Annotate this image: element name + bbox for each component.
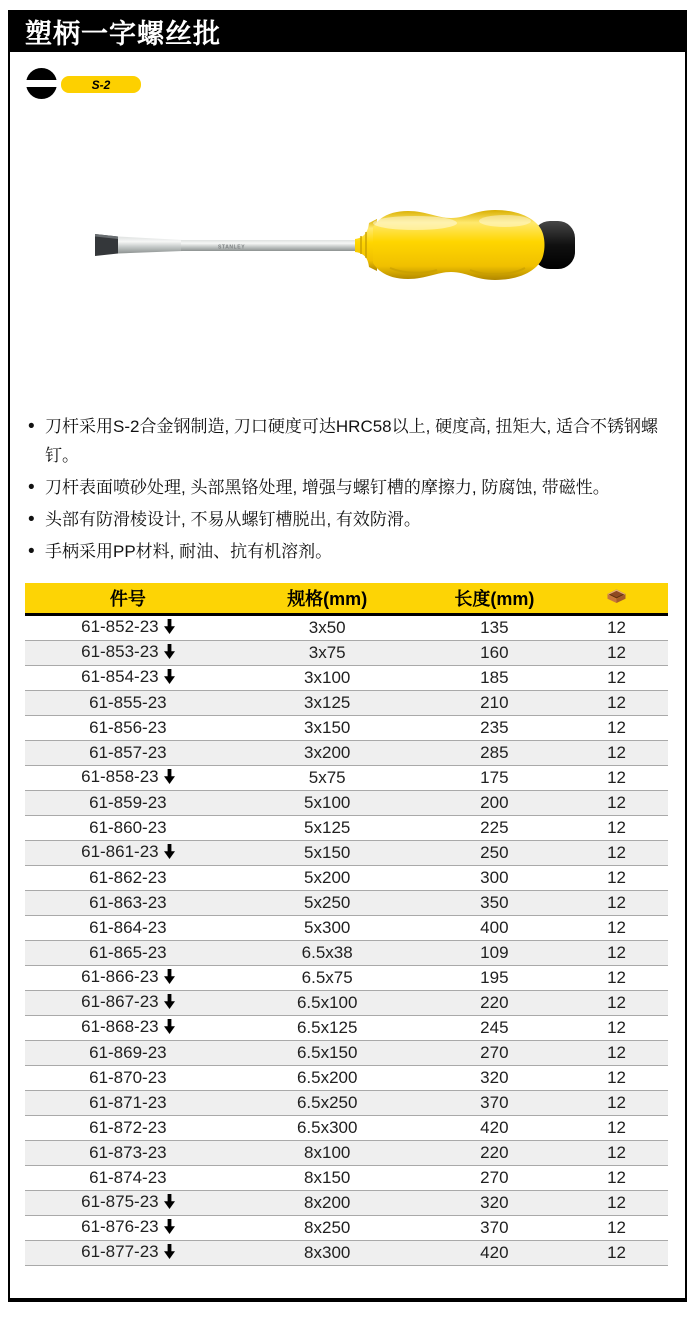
down-arrow-icon: [164, 1244, 175, 1264]
length-value: 350: [424, 891, 565, 916]
spec-value: 8x100: [231, 1141, 424, 1166]
qty-value: 12: [565, 966, 668, 991]
page-frame-left: [8, 10, 10, 1302]
length-value: 210: [424, 691, 565, 716]
qty-value: 12: [565, 791, 668, 816]
slot-shape: [25, 80, 58, 87]
spec-value: 5x100: [231, 791, 424, 816]
down-arrow-icon: [164, 969, 175, 989]
feature-item: • 头部有防滑棱设计, 不易从螺钉槽脱出, 有效防滑。: [28, 505, 670, 534]
qty-value: 12: [565, 1216, 668, 1241]
part-number: 61-863-23: [89, 893, 167, 912]
table-row: [25, 1216, 668, 1241]
table-row: [25, 1116, 668, 1141]
spec-value: 3x125: [231, 691, 424, 716]
length-value: 400: [424, 916, 565, 941]
part-number: 61-865-23: [89, 943, 167, 962]
page-frame-right: [685, 10, 687, 1302]
part-number: 61-854-23: [81, 667, 159, 686]
s2-steel-badge: S-2: [61, 76, 141, 93]
spec-value: 6.5x75: [231, 966, 424, 991]
length-value: 235: [424, 716, 565, 741]
qty-value: 12: [565, 741, 668, 766]
spec-value: 6.5x100: [231, 991, 424, 1016]
table-row: [25, 916, 668, 941]
spec-value: 5x125: [231, 816, 424, 841]
qty-value: 12: [565, 891, 668, 916]
spec-value: 5x75: [231, 766, 424, 791]
feature-item: • 手柄采用PP材料, 耐油、抗有机溶剂。: [28, 537, 670, 566]
feature-list: [28, 412, 670, 569]
spec-value: 8x200: [231, 1191, 424, 1216]
length-value: 300: [424, 866, 565, 891]
part-number: 61-872-23: [89, 1118, 167, 1137]
part-number-header: 件号: [25, 583, 231, 615]
part-number: 61-856-23: [89, 718, 167, 737]
length-value: 195: [424, 966, 565, 991]
length-value: 270: [424, 1041, 565, 1066]
length-value: 175: [424, 766, 565, 791]
length-value: 320: [424, 1191, 565, 1216]
shaft: [181, 240, 367, 251]
table-row: [25, 666, 668, 691]
qty-value: 12: [565, 666, 668, 691]
part-number: 61-873-23: [89, 1143, 167, 1162]
table-row: [25, 641, 668, 666]
table-row: [25, 1241, 668, 1266]
table-row: [25, 766, 668, 791]
part-number: 61-874-23: [89, 1168, 167, 1187]
qty-value: 12: [565, 766, 668, 791]
table-row: [25, 841, 668, 866]
qty-value: 12: [565, 691, 668, 716]
length-value: 285: [424, 741, 565, 766]
down-arrow-icon: [164, 1219, 175, 1239]
part-number: 61-871-23: [89, 1093, 167, 1112]
table-row: [25, 1166, 668, 1191]
spec-value: 6.5x200: [231, 1066, 424, 1091]
length-value: 370: [424, 1216, 565, 1241]
spec-header: 规格(mm): [231, 583, 424, 615]
qty-value: 12: [565, 1191, 668, 1216]
qty-value: 12: [607, 618, 626, 637]
part-number: 61-870-23: [89, 1068, 167, 1087]
spec-value: 5x300: [231, 916, 424, 941]
product-image: [85, 190, 585, 300]
down-arrow-icon: [164, 769, 175, 789]
qty-value: 12: [565, 841, 668, 866]
length-value: 109: [424, 941, 565, 966]
spec-value: 5x200: [231, 866, 424, 891]
table-row: [25, 791, 668, 816]
table-row: [25, 1066, 668, 1091]
length-value: 135: [480, 618, 509, 637]
table-row: [25, 1191, 668, 1216]
qty-value: 12: [565, 1041, 668, 1066]
down-arrow-icon: [164, 669, 175, 689]
spec-value: 6.5x150: [231, 1041, 424, 1066]
table-row: [25, 941, 668, 966]
part-number: 61-858-23: [81, 767, 159, 786]
spec-value: 8x300: [231, 1241, 424, 1266]
length-value: 185: [424, 666, 565, 691]
length-value: 200: [424, 791, 565, 816]
spec-value: 5x250: [231, 891, 424, 916]
shaft-brand-text: STANLEY: [218, 244, 246, 251]
part-number: 61-869-23: [89, 1043, 167, 1062]
part-number: 61-875-23: [81, 1192, 159, 1211]
part-number: 61-853-23: [81, 642, 159, 661]
qty-value: 12: [565, 816, 668, 841]
down-arrow-icon: [164, 644, 175, 664]
spec-value: 3x75: [231, 641, 424, 666]
length-value: 250: [424, 841, 565, 866]
page-frame-bottom: [8, 1298, 687, 1302]
qty-value: 12: [565, 1066, 668, 1091]
spec-value: 3x50: [308, 618, 346, 637]
qty-value: 12: [565, 1016, 668, 1041]
part-number: 61-877-23: [81, 1242, 159, 1261]
part-number: 61-852-23: [81, 617, 159, 636]
length-value: 220: [424, 1141, 565, 1166]
qty-value: 12: [565, 641, 668, 666]
part-number: 61-867-23: [81, 992, 159, 1011]
parts-table: [25, 583, 668, 1266]
screwdriver-illustration: [85, 190, 585, 300]
part-number: 61-862-23: [89, 868, 167, 887]
down-arrow-icon: [164, 994, 175, 1014]
table-row: [25, 1041, 668, 1066]
spec-value: 6.5x38: [231, 941, 424, 966]
qty-value: 12: [565, 991, 668, 1016]
table-row: [25, 1091, 668, 1116]
feature-item: • 刀杆采用S-2合金钢制造, 刀口硬度可达HRC58以上, 硬度高, 扭矩大, 适合不锈钢螺钉。: [28, 412, 670, 470]
length-value: 270: [424, 1166, 565, 1191]
table-row: [25, 991, 668, 1016]
down-arrow-icon: [164, 844, 175, 864]
part-number: 61-857-23: [89, 743, 167, 762]
spec-value: 8x250: [231, 1216, 424, 1241]
page-title: 塑柄一字螺丝批: [25, 18, 221, 49]
part-number: 61-859-23: [89, 793, 167, 812]
table-row: [25, 1016, 668, 1041]
length-value: 160: [424, 641, 565, 666]
slotted-tip-icon: [26, 68, 57, 99]
part-number: 61-866-23: [81, 967, 159, 986]
part-number: 61-868-23: [81, 1017, 159, 1036]
table-row: [25, 866, 668, 891]
qty-value: 12: [565, 716, 668, 741]
table-row: [25, 891, 668, 916]
spec-value: 3x150: [231, 716, 424, 741]
qty-value: 12: [565, 916, 668, 941]
table-row: [25, 716, 668, 741]
title-bar: [8, 10, 687, 52]
table-row: [25, 1141, 668, 1166]
length-value: 420: [424, 1116, 565, 1141]
part-number: 61-876-23: [81, 1217, 159, 1236]
table-row: [25, 741, 668, 766]
length-value: 420: [424, 1241, 565, 1266]
qty-value: 12: [565, 941, 668, 966]
spec-value: 6.5x300: [231, 1116, 424, 1141]
spec-value: 6.5x125: [231, 1016, 424, 1041]
length-value: 225: [424, 816, 565, 841]
spec-value: 3x200: [231, 741, 424, 766]
spec-value: 8x150: [231, 1166, 424, 1191]
qty-value: 12: [565, 866, 668, 891]
down-arrow-icon: [164, 1194, 175, 1214]
spec-value: 6.5x250: [231, 1091, 424, 1116]
qty-value: 12: [565, 1141, 668, 1166]
table-row: [25, 966, 668, 991]
qty-value: 12: [565, 1241, 668, 1266]
qty-header: [565, 583, 668, 615]
length-value: 220: [424, 991, 565, 1016]
down-arrow-icon: [164, 619, 175, 639]
part-number: 61-861-23: [81, 842, 159, 861]
length-value: 370: [424, 1091, 565, 1116]
table-row: [25, 816, 668, 841]
parts-table-body: [25, 615, 668, 1266]
spec-value: 5x150: [231, 841, 424, 866]
length-header: 长度(mm): [424, 583, 565, 615]
part-number: 61-855-23: [89, 693, 167, 712]
length-value: 245: [424, 1016, 565, 1041]
table-row: [25, 615, 668, 641]
qty-value: 12: [565, 1166, 668, 1191]
carton-box-icon: [605, 587, 628, 609]
table-row: [25, 691, 668, 716]
spec-value: 3x100: [231, 666, 424, 691]
feature-item: • 刀杆表面喷砂处理, 头部黑铬处理, 增强与螺钉槽的摩擦力, 防腐蚀, 带磁性。: [28, 473, 670, 502]
length-value: 320: [424, 1066, 565, 1091]
part-number: 61-864-23: [89, 918, 167, 937]
qty-value: 12: [565, 1116, 668, 1141]
qty-value: 12: [565, 1091, 668, 1116]
part-number: 61-860-23: [89, 818, 167, 837]
down-arrow-icon: [164, 1019, 175, 1039]
parts-table-header: [25, 583, 668, 615]
